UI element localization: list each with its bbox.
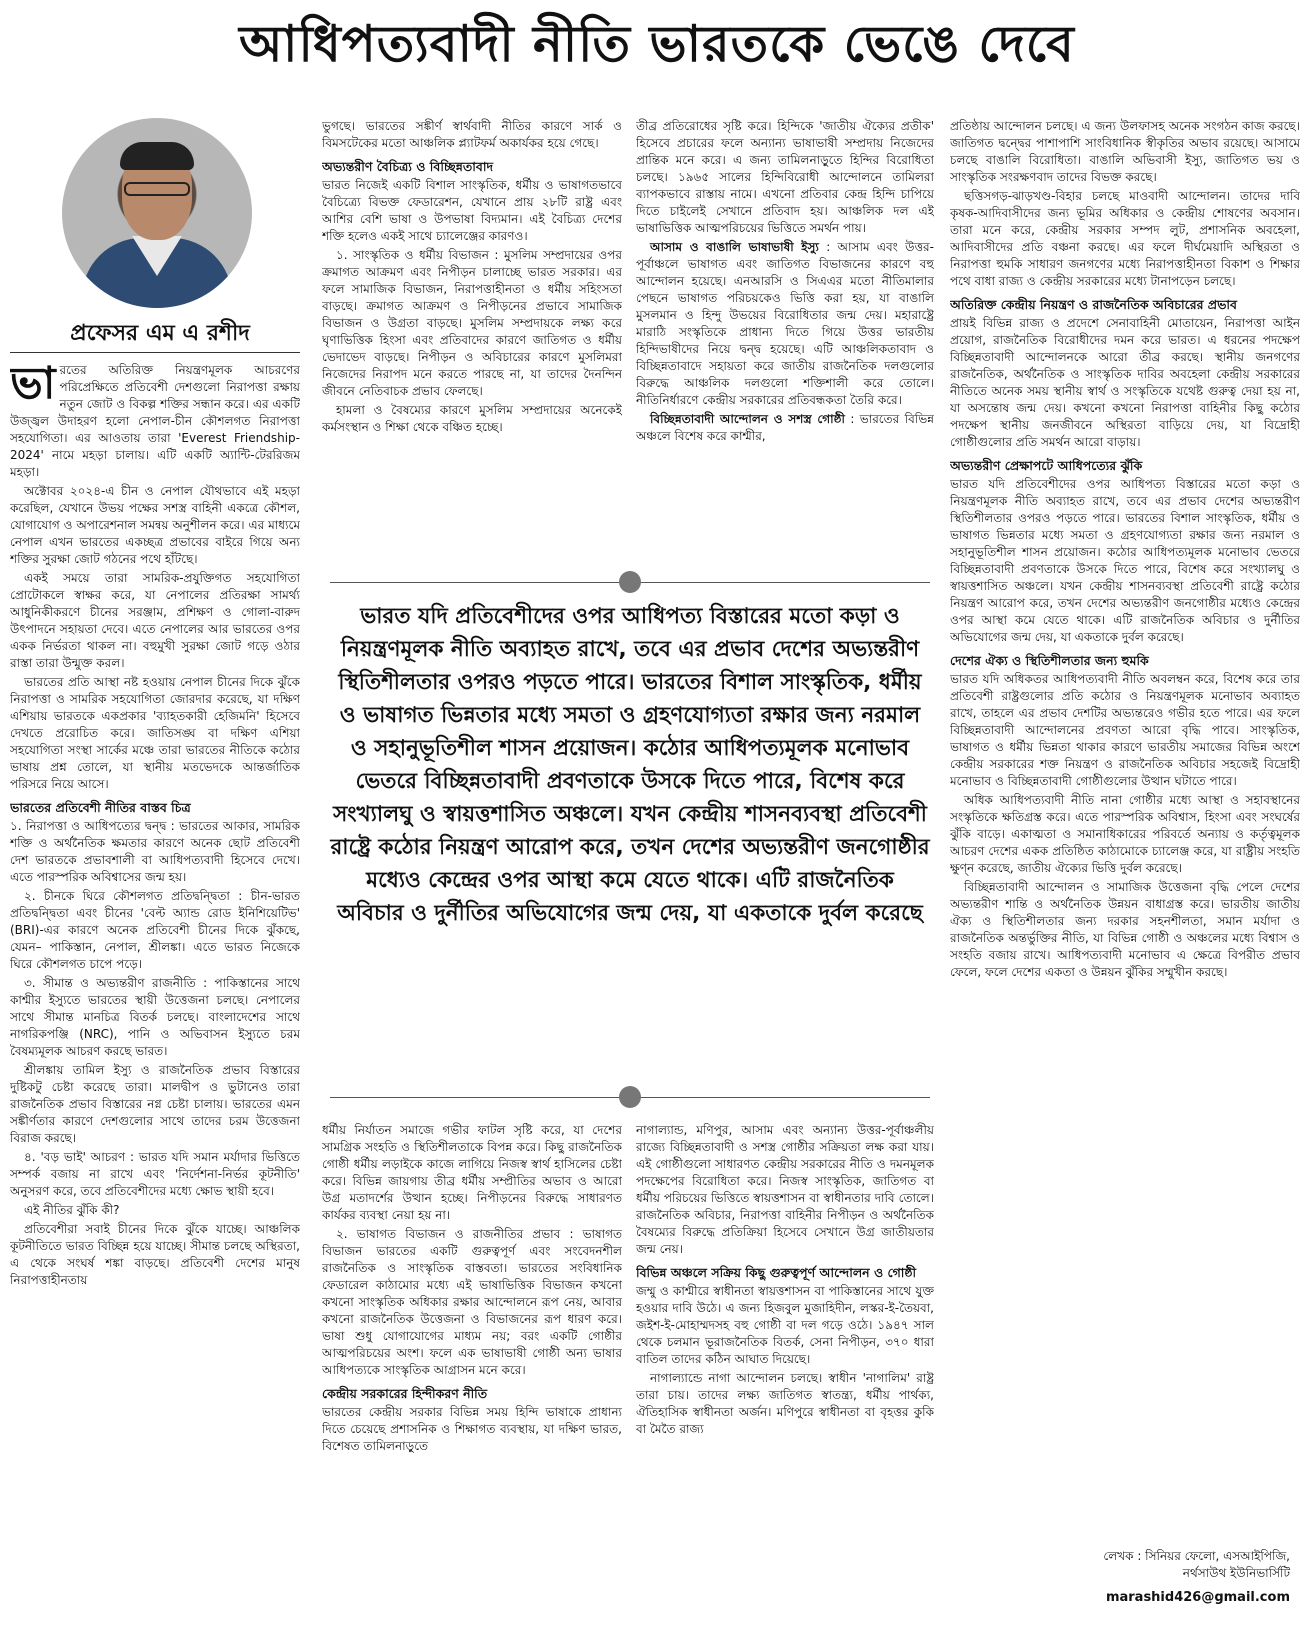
subheading: কেন্দ্রীয় সরকারের হিন্দীকরণ নীতি <box>322 1386 488 1401</box>
author-glasses <box>124 182 190 196</box>
paragraph: এই নীতির ঝুঁকি কী? <box>24 1203 120 1217</box>
paragraph: ৩. সীমান্ত ও অভ্যন্তরীণ রাজনীতি : পাকিস্তানের সাথে কাশ্মীর ইস্যুতে ভারতের স্থায়ী উত্তেজনা চলছে। নেপালের সাথে সীমান্ত মানচিত্র বিতর্ক চলছে। বাংলাদেশের সাথে নাগরিকপঞ্জি (NRC), পানি ও অভিবাসন ইস্যুতে চরম বৈষম্যমূলক আচরণ করছে ভারত। <box>10 976 300 1058</box>
paragraph: প্রতিবেশীরা সবাই চীনের দিকে ঝুঁকে যাচ্ছে। আঞ্চলিক কূটনীতিতে ভারত বিচ্ছিন্ন হয়ে যাচ্ছে। সীমান্ত চলছে অস্থিরতা, এ থেকে সংঘর্ষ শঙ্কা বাড়ছে। প্রতিবেশী দেশের মানুষ নিরাপত্তাহীনতায় <box>10 1222 300 1287</box>
paragraph: ছত্তিসগড়-ঝাড়খণ্ড-বিহার চলছে মাওবাদী আন্দোলন। তাদের দাবি কৃষক-আদিবাসীদের জন্য ভূমির অধিকার ও কেন্দ্রীয় শোষণের অবসান। তারা মনে করে, কেন্দ্রীয় সরকার সম্পদ লুট, প্রশাসনিক অবহেলা, আদিবাসীদের প্রতি বঞ্চনা করছে। এর ফলে দীর্ঘমেয়াদি অস্থিরতা ও নিরাপত্তা হুমকি সাধারণ জনগণের মধ্যে নিরাপত্তাহীনতা বিকাশ ও শিক্ষার পথে বাধা রাজ্য ও কেন্দ্রীয় সরকারের মধ্যে টানাপড়েন চলছে। <box>950 189 1300 288</box>
paragraph: নাগাল্যান্ডে নাগা আন্দোলন চলছে। স্বাধীন 'নাগালিম' রাষ্ট্র তারা চায়। তাদের লক্ষ্য জাতিগত স্বাতন্ত্র্য, ধর্মীয় পার্থক্য, ঐতিহাসিক স্বাধীনতা অর্জন। মণিপুরে স্বাধীনতা বা বৃহত্তর কুকি বা মৈতৈ রাজ্য <box>636 1371 934 1436</box>
paragraph: ভারত যদি অধিকতর আধিপত্যবাদী নীতি অবলম্বন করে, বিশেষ করে তার প্রতিবেশী রাষ্ট্রগুলোর প্রতি কঠোর ও নিয়ন্ত্রণমূলক মনোভাব অব্যাহত রাখে, তাহলে এর প্রভাব দেশটির অভ্যন্তরেও গভীর হতে পারে। এর ফলে বিচ্ছিন্নতাবাদী আন্দোলনের প্রবণতা আরো বৃদ্ধি পাবে। সাংস্কৃতিক, ভাষাগত ও ধর্মীয় ভিন্নতা থাকার কারণে ভারতীয় সমাজের বিভিন্ন অংশে কেন্দ্রীয় সরকারের শক্ত নিয়ন্ত্রণ ও রাজনৈতিক অবিচার সহজেই বিদ্রোহী মনোভাব ও বিচ্ছিন্নতাবাদী গোষ্ঠীগুলোর উত্থান ঘটাতে পারে। <box>950 672 1300 788</box>
author-credit-line2: নর্থসাউথ ইউনিভার্সিটি <box>1182 1566 1290 1580</box>
paragraph: ১. সাংস্কৃতিক ও ধর্মীয় বিভাজন : মুসলিম সম্প্রদায়ের ওপর ক্রমাগত আক্রমণ এবং নিপীড়ন চালাচ্ছে ভারত সরকার। এর ফলে সামাজিক বিভাজন, নিরাপত্তাহীনতা ও ধর্মীয় সহিংসতা বাড়ছে। ক্রমাগত আক্রমণ ও নিপীড়নের প্রভাবে সামাজিক বিভাজন ও উগ্রতা বাড়ছে। মুসলিম সম্প্রদায়কে লক্ষ্য করে ঘৃণাভিত্তিক হিংসা এবং প্রতিবাদের কারণে জাতিগত ও ধর্মীয় ভেদাভেদ বাড়ছে। নিপীড়ন ও অবিচারের কারণে মুসলিমরা নিজেদের নিরাপদ মনে করতে পারছে না, যা তাদের দৈনন্দিন জীবনে নেতিবাচক প্রভাব ফেলছে। <box>322 248 622 398</box>
paragraph: ৪. 'বড় ভাই' আচরণ : ভারত যদি সমান মর্যাদার ভিত্তিতে সম্পর্ক বজায় না রাখে এবং 'নির্দেশনা-নির্ভর কূটনীতি' অনুসরণ করে, তবে প্রতিবেশীদের মধ্যে ক্ষোভ স্থায়ী হবে। <box>10 1150 300 1198</box>
inline-heading: বিচ্ছিন্নতাবাদী আন্দোলন ও সশস্ত্র গোষ্ঠী <box>650 412 845 426</box>
subheading: অভ্যন্তরীণ বৈচিত্র্য ও বিচ্ছিন্নতাবাদ <box>322 159 494 174</box>
author-divider <box>10 352 300 353</box>
column-2-bottom <box>322 1122 622 1637</box>
paragraph: ভারত যদি প্রতিবেশীদের ওপর আধিপত্য বিস্তারের মতো কড়া ও নিয়ন্ত্রণমূলক নীতি অব্যাহত রাখে, তবে এর প্রভাব দেশের অভ্যন্তরীণ স্থিতিশীলতার ওপরও পড়তে পারে। ভারতের বিশাল সাংস্কৃতিক, ধর্মীয় ও ভাষাগত ভিন্নতার মধ্যে সমতা ও গ্রহণযোগ্যতা রক্ষার জন্য নরমাল ও সহানুভূতিশীল শাসন প্রয়োজন। কঠোর আধিপত্যমূলক মনোভাব ভেতরে বিচ্ছিন্নতাবাদী প্রবণতাকে উসকে দিতে পারে, বিশেষ করে সংখ্যালঘু ও স্বায়ত্তশাসিত অঞ্চলে। যখন কেন্দ্রীয় শাসনব্যবস্থা প্রতিবেশী রাষ্ট্রে কঠোর নিয়ন্ত্রণ আরোপ করে, তখন দেশের অভ্যন্তরীণ জনগোষ্ঠীর মধ্যেও কেন্দ্রের ওপর আস্থা কমে যেতে থাকে। এটি রাজনৈতিক অবিচার ও দুর্নীতির অভিযোগের জন্ম দেয়, যা একতাকে দুর্বল করেছে। <box>950 477 1300 644</box>
author-hair <box>120 142 194 170</box>
paragraph <box>636 239 934 409</box>
author-name: প্রফেসর এম এ রশীদ <box>70 321 250 346</box>
column-3-bottom <box>636 1122 934 1637</box>
paragraph: তীব্র প্রতিরোধের সৃষ্টি করে। হিন্দিকে 'জাতীয় ঐক্যের প্রতীক' হিসেবে প্রচারের ফলে অন্যান্য ভাষাভাষী সম্প্রদায় নিজেদের প্রান্তিক মনে করে। এ জন্য তামিলনাড়ুতে হিন্দির বিরোধিতা চলছে। ১৯৬৫ সালের হিন্দিবিরোধী আন্দোলনে তামিলরা ব্যাপকভাবে রাস্তায় নামে। এখনো প্রতিবার কেন্দ্র হিন্দি চাপিয়ে দিতে চাইলেই সেখানে প্রতিবাদ হয়। আঞ্চলিক দল এই ভাষাভিত্তিক আত্মপরিচয়ের ভিত্তিতে সমর্থন পায়। <box>636 119 934 235</box>
paragraph: ধর্মীয় নির্যাতন সমাজে গভীর ফাটল সৃষ্টি করে, যা দেশের সামগ্রিক সংহতি ও স্থিতিশীলতাকে বিপন্ন করে। কিছু রাজনৈতিক গোষ্ঠী ধর্মীয় লড়াইকে কাজে লাগিয়ে নিজস্ব স্বার্থ হাসিলের চেষ্টা করে। বিভিন্ন জায়গায় তীব্র ধর্মীয় সম্প্রীতির অভাব ও আরো উগ্র মতাদর্শের উত্থান হচ্ছে। নিপীড়নের বিরুদ্ধে সাধারণত কার্যকর ব্যবস্থা নেয়া হয় না। <box>322 1123 622 1222</box>
paragraph: ২. ভাষাগত বিভাজন ও রাজনীতির প্রভাব : ভাষাগত বিভাজন ভারতের একটি গুরুত্বপূর্ণ এবং সংবেদনশীল রাজনৈতিক ও সাংস্কৃতিক বাস্তবতা। ভারতের সংবিধানিক ফেডারেল কাঠামোর মধ্যে এই ভাষাভিত্তিক বিভাজন কখনো কখনো সাংস্কৃতিক অধিকার রক্ষার আন্দোলনে রূপ নেয়, আবার কখনো রাজনৈতিক উত্তেজনা ও বিভাজনের রূপ ধারণ করে। ভাষা শুধু যোগাযোগের মাধ্যম নয়; বরং একটি গোষ্ঠীর আত্মপরিচয়ের অংশ। ফলে এক ভাষাভাষী গোষ্ঠী অন্য ভাষার আধিপত্যকে সাংস্কৃতিক আগ্রাসন মনে করে। <box>322 1227 622 1377</box>
column-2-top <box>322 118 622 558</box>
author-photo <box>62 118 252 308</box>
paragraph: জম্মু ও কাশ্মীরে স্বাধীনতা স্বায়ত্তশাসন বা পাকিস্তানের সাথে যুক্ত হওয়ার দাবি উঠে। এ জন্য হিজবুল মুজাহিদীন, লস্কর-ই-তৈয়বা, জইশ-ই-মোহাম্মদসহ বহু গোষ্ঠী বা দল গড়ে ওঠে। ১৯৪৭ সাল থেকে চলমান ভূরাজনৈতিক বিতর্ক, সেনা নিপীড়ন, ৩৭০ ধারা বাতিল তাদের কঠিন আঘাত দিয়েছে। <box>636 1284 934 1366</box>
author-credit-line1: লেখক : সিনিয়র ফেলো, এসআইপিজি, <box>1103 1549 1290 1563</box>
paragraph: ভারতের প্রতি আস্থা নষ্ট হওয়ায় নেপাল চীনের দিকে ঝুঁকে নিরাপত্তা ও সামরিক সহযোগিতা জোরদার করেছে, যা দক্ষিণ এশিয়ায় ভারতকে একপ্রকার 'ব্যাহতকারী হেজিমনি' হিসেবে দেখতে প্ররোচিত করে। জাতিসঙ্ঘ বা দক্ষিণ এশিয়া সহযোগিতা সংস্থা সার্কের মঞ্চে তারা ভারতের নীতিকে কঠোর ভাষায় প্রশ্ন তোলে, যা স্থানীয় মতভেদকে আন্তর্জাতিক পরিসরে নিয়ে আসে। <box>10 675 300 791</box>
pullquote: ভারত যদি প্রতিবেশীদের ওপর আধিপত্য বিস্তারের মতো কড়া ও নিয়ন্ত্রণমূলক নীতি অব্যাহত রাখে, তবে এর প্রভাব দেশের অভ্যন্তরীণ স্থিতিশীলতার ওপরও পড়তে পারে। ভারতের বিশাল সাংস্কৃতিক, ধর্মীয় ও ভাষাগত ভিন্নতার মধ্যে সমতা ও গ্রহণযোগ্যতা রক্ষার জন্য নরমাল ও সহানুভূতিশীল শাসন প্রয়োজন। কঠোর আধিপত্যমূলক মনোভাব ভেতরে বিচ্ছিন্নতাবাদী প্রবণতাকে উসকে দিতে পারে, বিশেষ করে সংখ্যালঘু ও স্বায়ত্তশাসিত অঞ্চলে। যখন কেন্দ্রীয় শাসনব্যবস্থা প্রতিবেশী রাষ্ট্রে কঠোর নিয়ন্ত্রণ আরোপ করে, তখন দেশের অভ্যন্তরীণ জনগোষ্ঠীর মধ্যেও কেন্দ্রের ওপর আস্থা কমে যেতে থাকে। এটি রাজনৈতিক অবিচার ও দুর্নীতির অভিযোগের জন্ম দেয়, যা একতাকে দুর্বল করেছে <box>330 604 930 926</box>
paragraph: প্রতিষ্ঠায় আন্দোলন চলছে। এ জন্য উলফাসহ অনেক সংগঠন কাজ করছে। জাতিগত দ্বন্দ্বের পাশাপাশি সাংবিধানিক স্বীকৃতির অভাব রয়েছে। আসামে চলছে বাঙালি বিরোধিতা। বাঙালি অভিবাসী ইস্যু, জাতিগত ভয় ও সাংস্কৃতিক সংরক্ষণবাদ তাদের বিভক্ত করছে। <box>950 119 1300 184</box>
paragraph: ১. নিরাপত্তা ও আধিপত্যের দ্বন্দ্ব : ভারতের আকার, সামরিক শক্তি ও অর্থনৈতিক ক্ষমতার কারণে অনেক ছোট প্রতিবেশী দেশ ভারতকে প্রভাবশালী বা আধিপত্যবাদী হিসেবে দেখে। এতে পারস্পরিক অবিশ্বাসের জন্ম হয়। <box>10 819 300 884</box>
paragraph: ভারতের কেন্দ্রীয় সরকার বিভিন্ন সময় হিন্দি ভাষাকে প্রাধান্য দিতে চেয়েছে প্রশাসনিক ও শিক্ষাগত ব্যবস্থায়, যা দক্ষিণ ভারত, বিশেষত তামিলনাড়ুতে <box>322 1405 622 1453</box>
paragraph <box>636 411 934 445</box>
paragraph: ভুগছে। ভারতের সঙ্কীর্ণ স্বার্থবাদী নীতির কারণে সার্ক ও বিমসটেকের মতো আঞ্চলিক প্ল্যাটফর্ম অকার্যকর হয়ে গেছে। <box>322 119 622 150</box>
paragraph-text: : ভারতের বিভিন্ন অঞ্চলে বিশেষ করে কাশ্মীর, <box>636 412 934 443</box>
paragraph: হামলা ও বৈষম্যের কারণে মুসলিম সম্প্রদায়ের অনেকেই কর্মসংস্থান ও শিক্ষা থেকে বঞ্চিত হচ্ছে। <box>322 403 622 434</box>
paragraph: ভারত নিজেই একটি বিশাল সাংস্কৃতিক, ধর্মীয় ও ভাষাগতভাবে বৈচিত্র্যে বিভক্ত ফেডারেশন, যেখানে প্রায় ২৮টি রাষ্ট্র এবং আশির বেশি ভাষা ও উপভাষা বিদ্যমান। এই বৈচিত্র্য দেশের শক্তি হলেও একই সাথে চ্যালেঞ্জের কারণও। <box>322 178 622 243</box>
author-email: marashid426@gmail.com <box>1105 1590 1290 1605</box>
subheading: ভারতের প্রতিবেশী নীতির বাস্তব চিত্র <box>10 800 191 815</box>
column-4 <box>950 118 1300 1543</box>
dropcap: ভা <box>10 362 56 409</box>
paragraph: বিচ্ছিন্নতাবাদী আন্দোলন ও সামাজিক উত্তেজনা বৃদ্ধি পেলে দেশের অভ্যন্তরীণ শান্তি ও অর্থনৈতিক উন্নয়ন বাধাগ্রস্ত করে। ভারতীয় জাতীয় ঐক্য ও স্থিতিশীলতার জন্য দরকার সহনশীলতা, সমান মর্যাদা ও রাজনৈতিক অন্তর্ভুক্তির নীতি, যা বিভিন্ন গোষ্ঠী ও অঞ্চলের মধ্যে বিশ্বাস ও সংহতি বজায় রাখে। আধিপত্যবাদী মনোভাব এ ক্ষেত্রে বিপরীত প্রভাব ফেলে, ফলে দেশের একতা ও উন্নয়ন ঝুঁকির সম্মুখীন করছে। <box>950 880 1300 979</box>
pullquote-top-dot <box>619 571 641 593</box>
intro-text: রতের অতিরিক্ত নিয়ন্ত্রণমূলক আচরণের পরিপ্রেক্ষিতে প্রতিবেশী দেশগুলো নিরাপত্তা রক্ষায় নতুন জোট ও বিকল্প শক্তির সন্ধান করে। এর একটি উজ্জ্বল উদাহরণ হলো নেপাল-চীন কৌশলগত নিরাপত্তা সহযোগিতা। এর আওতায় তারা 'Everest Friendship-2024' নামে মহড়া চালায়। এটি একটি অ্যান্টি-টেররিজম মহড়া। <box>10 363 300 479</box>
paragraph: ২. চীনকে ঘিরে কৌশলগত প্রতিদ্বন্দ্বিতা : চীন-ভারত প্রতিদ্বন্দ্বিতা এবং চীনের 'বেল্ট অ্যান্ড রোড ইনিশিয়েটিভ' (BRI)-এর কারণে অনেক প্রতিবেশী চীনের দিকে ঝুঁকছে, যেমন– পাকিস্তান, নেপাল, শ্রীলঙ্কা। এতে ভারত নিজেকে ঘিরে কৌশলগত চাপে পড়ে। <box>10 889 300 971</box>
author-credit <box>990 1548 1290 1582</box>
paragraph: একই সময়ে তারা সামরিক-প্রযুক্তিগত সহযোগিতা প্রোটোকলে স্বাক্ষর করে, যা নেপালের প্রতিরক্ষা সামর্থ্য আধুনিকীকরণে চীনের সরঞ্জাম, প্রশিক্ষণ ও গোলা-বারুদ উৎপাদনে সহায়তা দেবে। এতে নেপালের আর ভারতের ওপর একক নির্ভরতা থাকল না। বহুমুখী সুরক্ষা জোট গড়ে ওঠার রাস্তা তারা উন্মুক্ত করল। <box>10 571 300 670</box>
pullquote-bottom-dot <box>619 1086 641 1108</box>
paragraph-text: : আসাম এবং উত্তর-পূর্বাঞ্চলে ভাষাগত এবং জাতিগত বিভাজনের কারণে বহু আন্দোলন হয়েছে। এনআরসি ও সিএএর মতো নীতিমালার পেছনে ভাষাগত পরিচয়কেও ভিত্তি করা হয়, যা বাঙালি মুসলমান ও হিন্দু উভয়ের বিরোধিতার জন্ম দেয়। মহারাষ্ট্রে মারাঠি সংস্কৃতিকে প্রাধান্য দিতে গিয়ে উত্তর ভারতীয় হিন্দিভাষীদের নিয়ে দ্বন্দ্ব হয়েছে। এটি আঞ্চলিকতাবাদ ও বিচ্ছিন্নতাবাদে সহায়তা করে জাতীয় রাজনৈতিক দলগুলোর বিরুদ্ধে আঞ্চলিক দলগুলো শক্তিশালী করে তোলে। নীতিনির্ধারণে কেন্দ্রীয় সরকারের প্রতিবন্ধকতা তৈরি করে। <box>636 240 934 407</box>
subheading: দেশের ঐক্য ও স্থিতিশীলতার জন্য হুমকি <box>950 653 1149 668</box>
paragraph: অক্টোবর ২০২৪-এ চীন ও নেপাল যৌথভাবে এই মহড়া করেছিল, যেখানে উভয় পক্ষের সশস্ত্র বাহিনী একত্রে কৌশল, যোগাযোগ ও অপারেশনাল সমন্বয় অনুশীলন করে। এর মাধ্যমে নেপাল এখন ভারতের একচ্ছত্র প্রভাবের বাইরে গিয়ে অন্য শক্তির সুরক্ষা জোট গঠনের পথে হাঁটছে। <box>10 484 300 566</box>
paragraph: নাগাল্যান্ড, মণিপুর, আসাম এবং অন্যান্য উত্তর-পূর্বাঞ্চলীয় রাজ্যে বিচ্ছিন্নতাবাদী ও সশস্ত্র গোষ্ঠীর সক্রিয়তা লক্ষ করা যায়। এই গোষ্ঠীগুলো সাধারণত কেন্দ্রীয় সরকারের নীতি ও দমনমূলক পদক্ষেপের বিরোধিতা করে। নিজস্ব সাংস্কৃতিক, জাতিগত বা ধর্মীয় পরিচয়ের ভিত্তিতে স্বায়ত্তশাসন বা স্বাধীনতার দাবি তোলে। রাজনৈতিক অবিচার, নিরাপত্তা বাহিনীর নিপীড়ন ও অর্থনৈতিক বৈষম্যের বিরুদ্ধে প্রতিক্রিয়া হিসেবে সেখানে উগ্র জাতীয়তার জন্ম নেয়। <box>636 1123 934 1256</box>
paragraph: প্রায়ই বিভিন্ন রাজ্য ও প্রদেশে সেনাবাহিনী মোতায়েন, নিরাপত্তা আইন প্রয়োগ, রাজনৈতিক বিরোধীদের দমন করে ভারত। এ ধরনের পদক্ষেপ বিচ্ছিন্নতাবাদী আন্দোলনকে আরো তীব্র করছে। স্থানীয় জনগণের রাজনৈতিক, অর্থনৈতিক ও সাংস্কৃতিক দাবির অবহেলা কেন্দ্রীয় সরকারের নীতিতে অনেক সময় স্থানীয় স্বার্থ ও সংস্কৃতিকে যথেষ্ট গুরুত্ব দেয়া হয় না, যা অসন্তোষ জন্ম দেয়। কখনো কখনো নিরাপত্তা বাহিনীর কিছু কঠোর পদক্ষেপ স্থানীয় জনজীবনে অস্থিরতা বাড়িয়ে দেয়, যা বিদ্রোহী গোষ্ঠীগুলোর প্রতি সমর্থন আরো বাড়ায়। <box>950 316 1300 449</box>
column-1 <box>10 362 300 1637</box>
subheading: বিভিন্ন অঞ্চলে সক্রিয় কিছু গুরুত্বপূর্ণ আন্দোলন ও গোষ্ঠী <box>636 1265 917 1280</box>
inline-heading: আসাম ও বাঙালি ভাষাভাষী ইস্যু <box>650 240 819 254</box>
subheading: অতিরিক্ত কেন্দ্রীয় নিয়ন্ত্রণ ও রাজনৈতিক অবিচারের প্রভাব <box>950 297 1238 312</box>
subheading: অভ্যন্তরীণ প্রেক্ষাপটে আধিপত্যের ঝুঁকি <box>950 458 1143 473</box>
headline: আধিপত্যবাদী নীতি ভারতকে ভেঙে দেবে <box>239 15 1075 73</box>
intro-paragraph <box>10 362 300 481</box>
paragraph: অধিক আধিপত্যবাদী নীতি নানা গোষ্ঠীর মধ্যে আস্থা ও সহাবস্থানের সংস্কৃতিকে ক্ষতিগ্রস্ত করে। এতে পারস্পরিক অবিশ্বাস, হিংসা এবং সংঘর্ষের ঝুঁকি বাড়ে। একাত্মতা ও সমানাধিকারের পরিবর্তে অন্যায় ও কর্তৃত্বমূলক আচরণ দেশের একক প্রতিষ্ঠিত কাঠামোকে চ্যালেঞ্জ করে, যা রাষ্ট্রীয় সংহতি ক্ষুণ্ন করেছে, জাতীয় ঐক্যের ভিত্তি দুর্বল করেছে। <box>950 793 1300 875</box>
column-3-top <box>636 118 934 558</box>
paragraph: শ্রীলঙ্কায় তামিল ইস্যু ও রাজনৈতিক প্রভাব বিস্তারের দুষ্টিকটু চেষ্টা করেছে তারা। মালদ্বীপ ও ভুটানেও তারা রাজনৈতিক প্রভাব বিস্তারের নগ্ন চেষ্টা চালায়। ভারতের এমন সঙ্কীর্ণতার কারণে দেশগুলোর সাথে তাদের চরম উত্তেজনা বিরাজ করছে। <box>10 1063 300 1145</box>
